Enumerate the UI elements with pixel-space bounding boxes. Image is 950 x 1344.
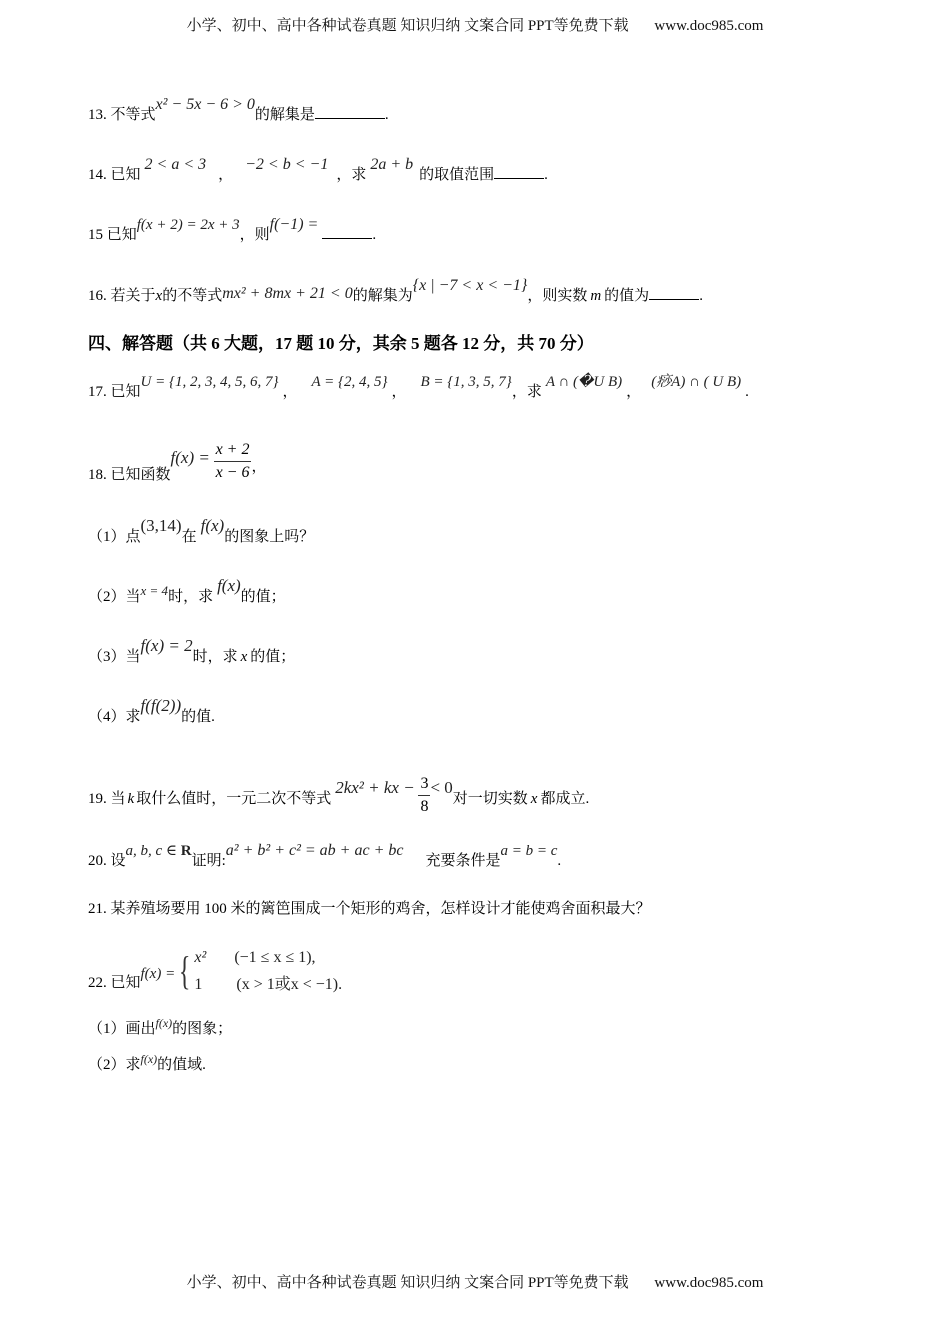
q18-p1-point: (3,14) [140,516,182,535]
q17-expr1: A ∩ (�U B) [545,374,623,390]
q18-f-lhs: f(x) = [170,447,210,467]
q20-math-domain [126,843,192,859]
q16-suffix: 的值为 [604,288,650,304]
page-header [0,14,950,35]
q17-sep2: ， [391,384,407,400]
q13-answer-blank [315,106,385,119]
q15-tail: . [372,227,377,243]
q22-part-2 [88,1053,206,1074]
question-20 [88,842,562,870]
q18-part-4 [88,696,215,726]
q18-p1-mid: 在 [181,529,197,545]
q13-suffix: 的解集是 [254,107,315,123]
q22-p1-fx: f(x) [155,1016,173,1030]
q18-part-1 [88,516,315,546]
q22-p2-suffix: 的值域. [157,1057,206,1073]
q22-case2-val: 1 [194,976,203,993]
q20-math-cond: a = b = c [500,843,558,859]
q16-tail: . [699,288,703,304]
q18-p3-suffix: 的值； [250,649,296,665]
q19-var-k: k [127,790,135,807]
header-text: 小学、初中、高中各种试卷真题 知识归纳 文案合同 PPT等免费下载 [186,18,629,34]
q20-tail: . [557,853,562,869]
q18-part-2 [88,576,286,606]
q18-p2-fx: f(x) [217,576,241,595]
q16-mid2: 的解集为 [352,288,413,304]
q15-sep: ，则 [239,227,270,243]
q20-vars: a, b, c ∈ [125,843,178,859]
q16-prefix: 16. 若关于 [88,288,156,304]
q16-mid3: ，则实数 [527,288,588,304]
q22-p1-label: （1）画出 [88,1021,156,1037]
q16-mid1: 的不等式 [162,288,223,304]
q18-denominator: x − 6 [215,464,250,481]
q18-p3-mid: 时，求 [192,649,238,665]
section-heading: 四、解答题（共 6 大题，17 题 10 分，其余 5 题各 12 分，共 70 分） [88,334,594,353]
q18-numerator: x + 2 [214,439,252,462]
q18-tail: ， [251,458,267,475]
q15-math-ask: f(−1) = [269,216,319,233]
q16-math-ineq: mx² + 8mx + 21 < 0 [222,285,353,302]
q18-p2-label: （2）当 [88,589,141,605]
footer-text: 小学、初中、高中各种试卷真题 知识归纳 文案合同 PPT等免费下载 [186,1275,629,1291]
q19-prefix: 19. 当 [88,790,126,807]
q20-mid2: 充要条件是 [425,853,501,869]
q17-set-u: U = {1, 2, 3, 4, 5, 6, 7} [140,374,279,390]
q18-p2-suffix: 的值； [240,589,286,605]
q18-p2-mid: 时，求 [168,589,214,605]
q16-var-x: x [155,288,163,304]
q15-math-given: f(x + 2) = 2x + 3 [136,217,240,233]
q14-sep1: ， [218,167,234,183]
question-14 [88,156,548,184]
q15-prefix: 15 已知 [88,227,137,243]
q14-sep2: ，求 [336,167,367,183]
question-22 [88,930,343,993]
q17-set-a: A = {2, 4, 5} [311,374,388,390]
q17-prefix: 17. 已知 [88,384,141,400]
q18-p4-suffix: 的值. [181,709,215,725]
q19-math-b: < 0 [430,777,453,797]
page-footer [0,1271,950,1292]
q22-p2-label: （2）求 [88,1057,141,1073]
q17-set-b: B = {1, 3, 5, 7} [420,374,512,390]
q19-var-x: x [530,790,538,807]
q14-math-expr: 2a + b [370,156,414,173]
q22-case1-cond: (−1 ≤ x ≤ 1), [234,949,316,966]
q14-answer-blank [494,166,544,179]
q22-p1-suffix: 的图象； [172,1021,233,1037]
question-15 [88,216,377,244]
q15-answer-blank [322,226,372,239]
q18-p1-label: （1）点 [88,529,141,545]
q16-answer-blank [649,287,699,300]
q18-p1-suffix: 的图象上吗？ [224,529,315,545]
q18-p1-fx: f(x) [200,516,225,535]
q22-cases [194,944,342,998]
q17-tail: . [745,384,749,400]
q14-tail: . [544,167,548,183]
question-21: 21. 某养殖场要用 100 米的篱笆围成一个矩形的鸡舍，怎样设计才能使鸡舍面积最大？ [88,901,651,917]
q14-suffix: 的取值范围 [419,167,495,183]
q22-case-1 [194,944,342,971]
q19-fraction [418,773,430,818]
question-19 [88,777,589,822]
q18-prefix: 18. 已知函数 [88,466,171,483]
q19-math-a: 2kx² + kx − [335,777,415,797]
q18-part-3 [88,636,296,666]
question-16 [88,277,703,305]
header-site-link[interactable]: www.doc985.com [654,18,764,34]
q16-math-set: {x | −7 < x < −1} [412,277,528,294]
q13-math: x² − 5x − 6 > 0 [155,96,255,113]
q14-math-b: −2 < b < −1 [245,156,329,173]
q22-brace-icon: { [179,948,191,993]
q19-frac-den: 8 [420,798,429,815]
q22-f-lhs: f(x) = [140,966,176,983]
q18-fraction [214,439,252,484]
q22-case-2 [194,971,342,998]
question-13 [88,96,389,124]
q19-suffix: 都成立. [540,790,590,807]
q17-expr2: (痧A) ∩ ( U B) [651,374,742,390]
footer-site-link[interactable]: www.doc985.com [654,1275,764,1291]
q19-mid2: 对一切实数 [452,790,528,807]
q22-case2-cond: (x > 1或x < −1). [236,976,343,993]
q18-p4-expr: f(f(2)) [140,696,182,715]
q18-p4-label: （4）求 [88,709,141,725]
q20-real-set: R [180,843,192,859]
q14-math-a: 2 < a < 3 [144,156,207,173]
question-17 [88,374,749,401]
q20-prefix: 20. 设 [88,853,126,869]
q17-sep1: ， [282,384,298,400]
q16-var-m: m [590,288,602,304]
q13-tail: . [384,107,389,123]
q22-p2-fx: f(x) [140,1052,158,1066]
q22-prefix: 22. 已知 [88,975,141,992]
q19-frac-num: 3 [418,773,430,796]
q20-mid: 证明: [191,853,226,869]
q22-case1-val: x² [194,949,207,966]
q20-math-eq: a² + b² + c² = ab + ac + bc [225,842,404,859]
q13-prefix: 13. 不等式 [88,107,156,123]
q22-part-1 [88,1017,232,1038]
question-18 [88,425,267,483]
q14-prefix: 14. 已知 [88,167,141,183]
q18-p3-var: x [240,649,248,665]
q18-p3-label: （3）当 [88,649,141,665]
q17-ask: ，求 [511,384,542,400]
q18-p2-cond: x = 4 [140,583,169,598]
q18-p3-cond: f(x) = 2 [140,636,193,655]
q19-mid: 取什么值时，一元二次不等式 [136,790,332,807]
q17-sep3: ， [626,384,642,400]
